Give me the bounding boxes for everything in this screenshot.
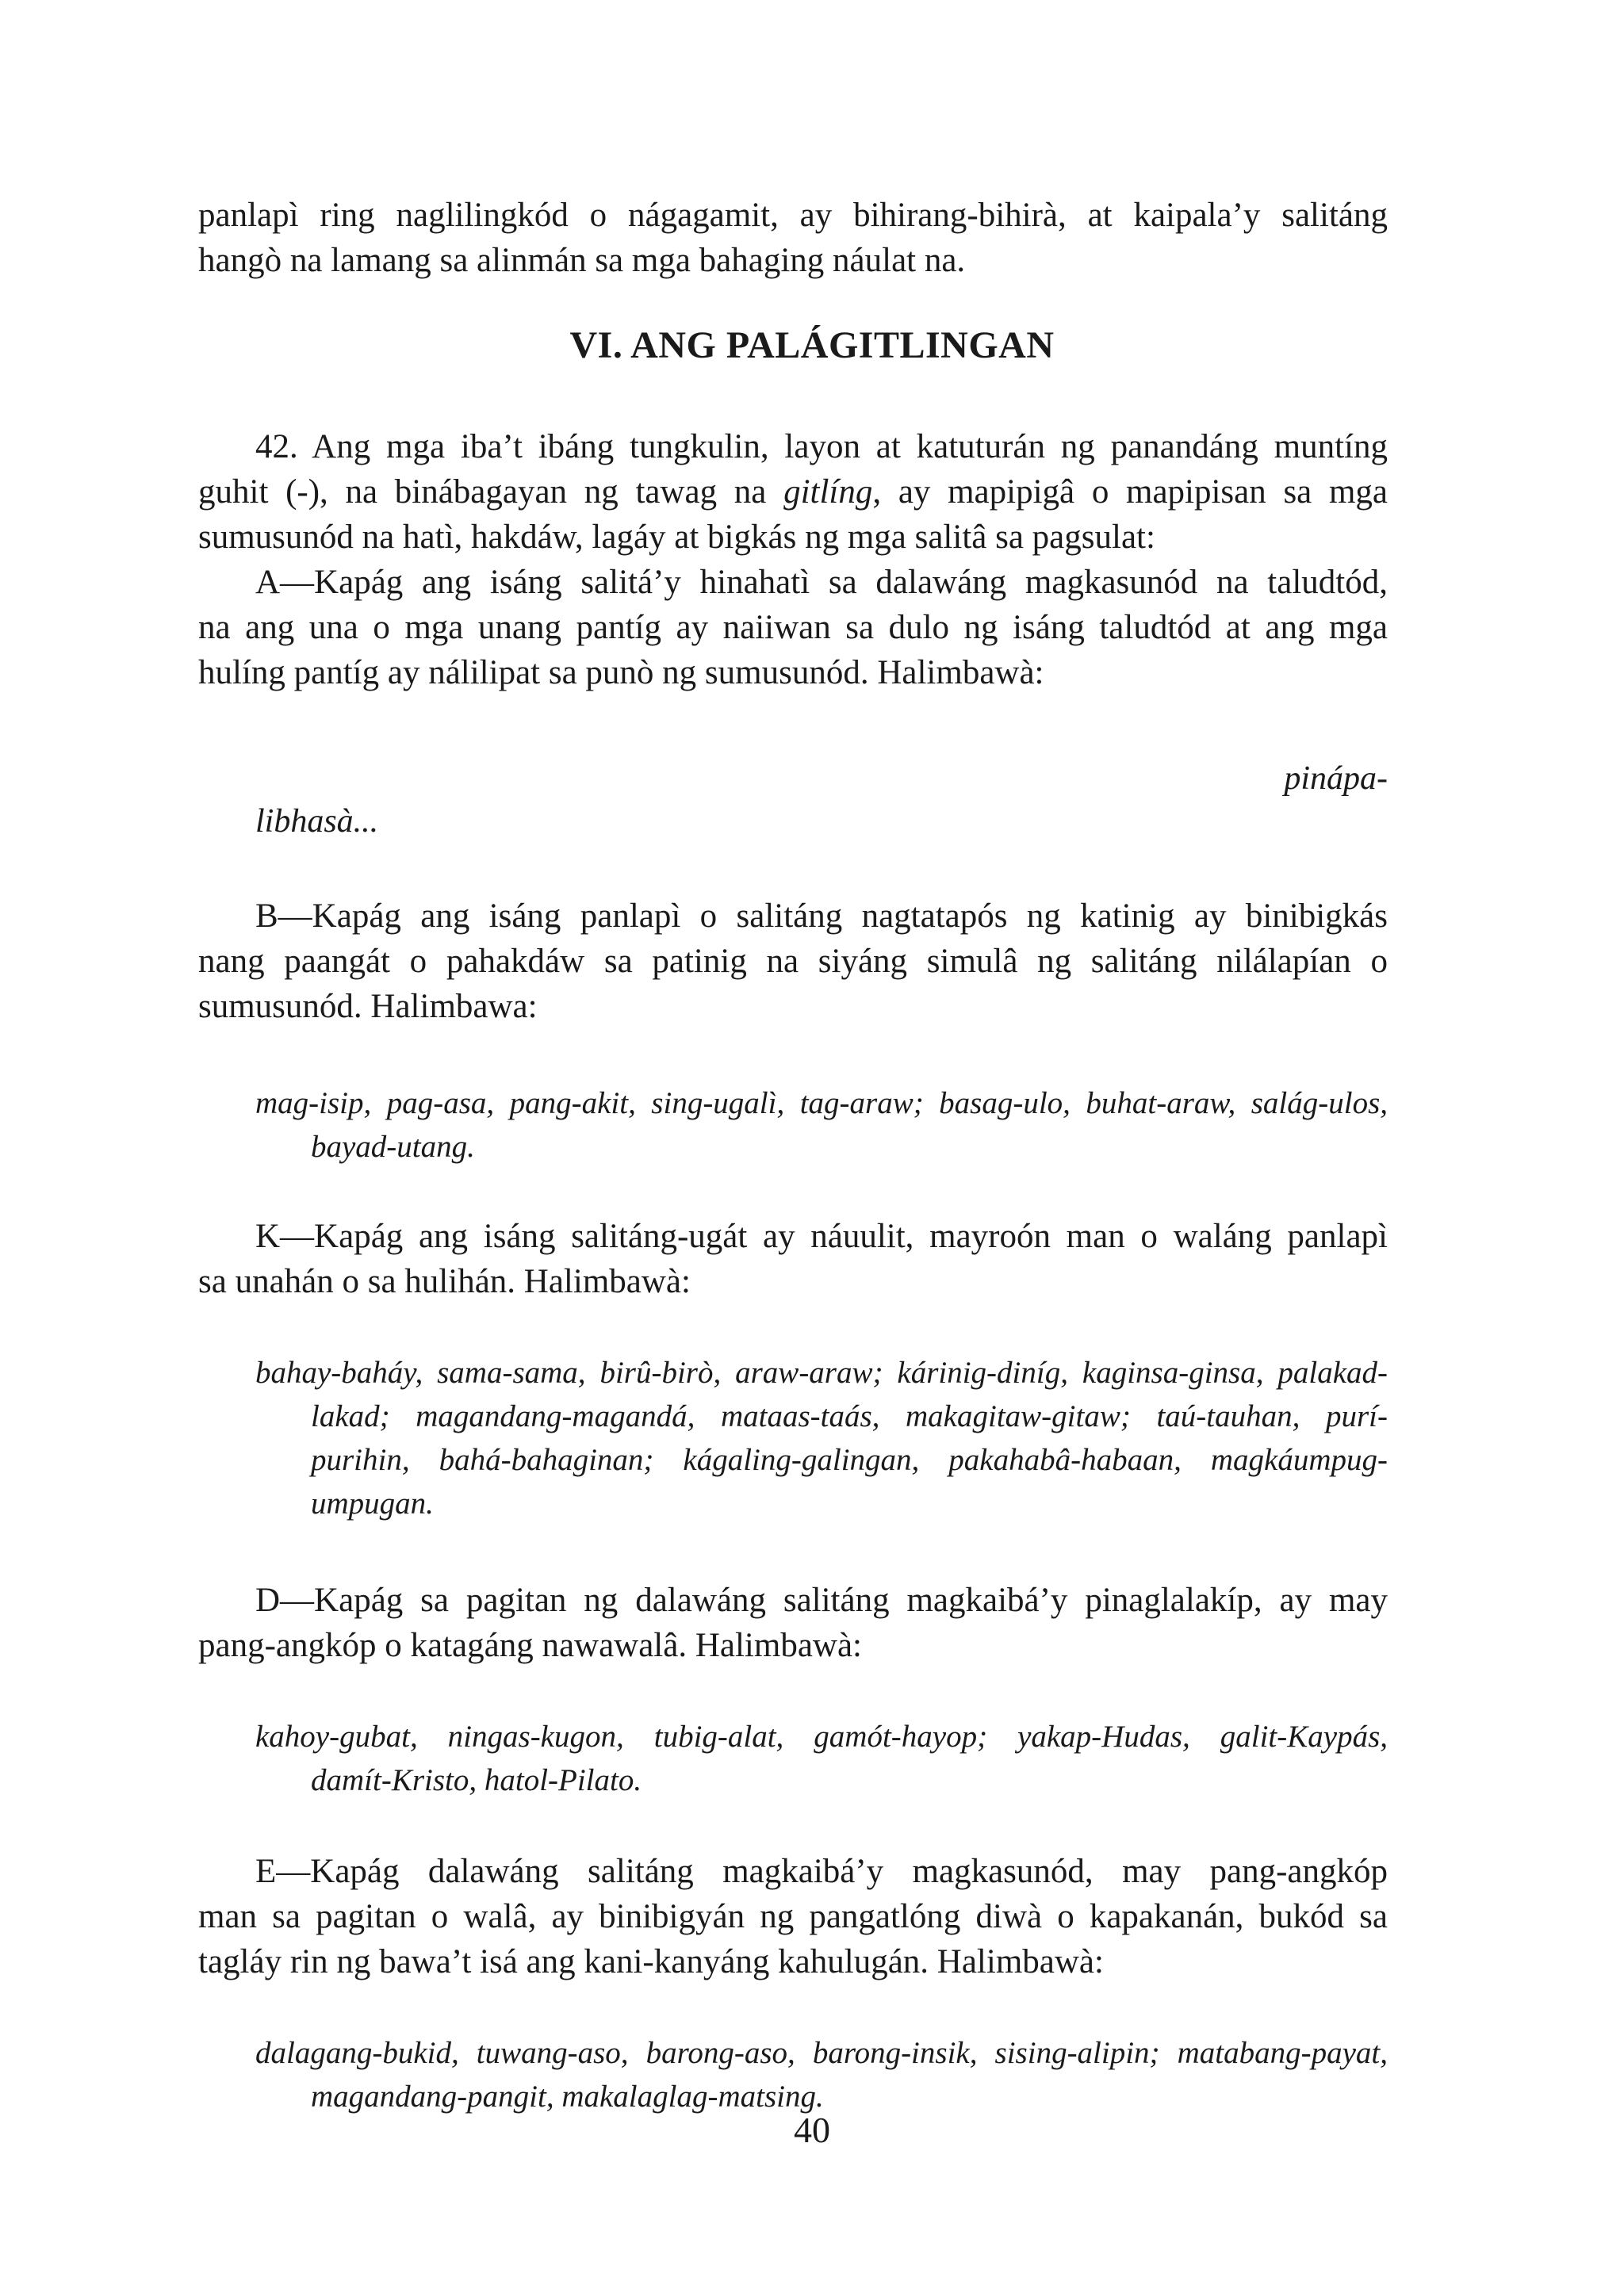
paragraph-line: tagláy rin ng bawa’t isá ang kani-kanyáng kahulugán. Halimbawà: bbox=[198, 1943, 1104, 1980]
paragraph-line: D—Kapág sa pagitan ng dalawáng salitáng magkaibá’y pinaglalakíp, ay may bbox=[255, 1582, 1388, 1619]
example-line: damít-Kristo, hatol-Pilato. bbox=[311, 1763, 642, 1797]
paragraph-k bbox=[198, 1214, 1388, 1304]
example-line: lakad; magandang-magandá, mataas-taás, makagitaw-gitaw; taú-tauhan, purí- bbox=[311, 1399, 1388, 1433]
example-line: bayad-utang. bbox=[311, 1130, 475, 1164]
example-line: magandang-pangit, makalaglag-matsing. bbox=[311, 2080, 824, 2114]
paragraph-line: hulíng pantíg ay nálilipat sa punò ng sumusunód. Halimbawà: bbox=[198, 654, 1044, 691]
paragraph-line: pang-angkóp o katagáng nawawalâ. Halimbawà: bbox=[198, 1627, 862, 1664]
paragraph-line: na ang una o mga unang pantíg ay naiiwan sa dulo ng isáng taludtód at ang mga bbox=[198, 609, 1388, 646]
paragraph-line: A—Kapág ang isáng salitá’y hinahatì sa dalawáng magkasunód na taludtód, bbox=[255, 564, 1388, 601]
paragraph-e bbox=[198, 1849, 1388, 1984]
paragraph-line: man sa pagitan o walâ, ay binibigyán ng pangatlóng diwà o kapakanán, bukód sa bbox=[198, 1898, 1388, 1935]
example-line: purihin, bahá-bahaginan; kágaling-galingan, pakahabâ-habaan, magkáumpug- bbox=[311, 1443, 1388, 1477]
paragraph-line: K—Kapág ang isáng salitáng-ugát ay náuulit, mayroón man o waláng panlapì bbox=[255, 1218, 1388, 1255]
example-line: mag-isip, pag-asa, pang-akit, sing-ugalì, tag-araw; basag-ulo, buhat-araw, salág-ulos, bbox=[255, 1086, 1388, 1120]
paragraph-line: nang paangát o pahakdáw sa patinig na siyáng simulâ ng salitáng nilálapían o bbox=[198, 943, 1388, 980]
paragraph-line: hangò na lamang sa alinmán sa mga bahaging náulat na. bbox=[198, 242, 966, 279]
example-a-second: libhasà... bbox=[255, 803, 379, 840]
paragraph-line: E—Kapág dalawáng salitáng magkaibá’y magkasunód, may pang-angkóp bbox=[255, 1853, 1388, 1890]
section-heading: VI. ANG PALÁGITLINGAN bbox=[569, 324, 1055, 366]
paragraph-42 bbox=[198, 424, 1388, 695]
example-a-first: pinápa- bbox=[1284, 760, 1388, 797]
paragraph-line: panlapì ring naglilingkód o nágagamit, ay bihirang-bihirà, at kaipala’y salitáng bbox=[198, 197, 1388, 234]
paragraph-line: sa unahán o sa hulihán. Halimbawà: bbox=[198, 1263, 691, 1300]
example-line: bahay-baháy, sama-sama, birû-birò, araw-araw; kárinig-diníg, kaginsa-ginsa, palakad- bbox=[255, 1356, 1388, 1390]
page-number: 40 bbox=[794, 2110, 830, 2150]
paragraph-line: 42. Ang mga iba’t ibáng tungkulin, layon at katuturán ng panandáng muntíng bbox=[255, 428, 1388, 465]
example-line: umpugan. bbox=[311, 1487, 434, 1521]
example-k bbox=[255, 1351, 1388, 1525]
example-d bbox=[255, 1715, 1388, 1802]
term-gitling: gitlíng bbox=[783, 473, 873, 511]
paragraph-line: sumusunód na hatì, hakdáw, lagáy at bigkás ng mga salitâ sa pagsulat: bbox=[198, 519, 1155, 556]
paragraph-line: sumusunód. Halimbawa: bbox=[198, 988, 538, 1025]
example-line: dalagang-bukid, tuwang-aso, barong-aso, barong-insik, sising-alipin; matabang-payat, bbox=[255, 2036, 1388, 2070]
paragraph-d bbox=[198, 1578, 1388, 1668]
example-e bbox=[255, 2031, 1388, 2118]
paragraph-line: B—Kapág ang isáng panlapì o salitáng nagtatapós ng katinig ay binibigkás bbox=[255, 897, 1388, 935]
example-b bbox=[255, 1081, 1388, 1169]
paragraph-b bbox=[198, 894, 1388, 1029]
paragraph-line-with-term: guhit (-), na binábagayan ng tawag na gitlíng, ay mapipigâ o mapipisan sa mga bbox=[198, 473, 1388, 511]
continuation-paragraph bbox=[198, 193, 1388, 283]
example-line: kahoy-gubat, ningas-kugon, tubig-alat, gamót-hayop; yakap-Hudas, galit-Kaypás, bbox=[255, 1720, 1388, 1754]
